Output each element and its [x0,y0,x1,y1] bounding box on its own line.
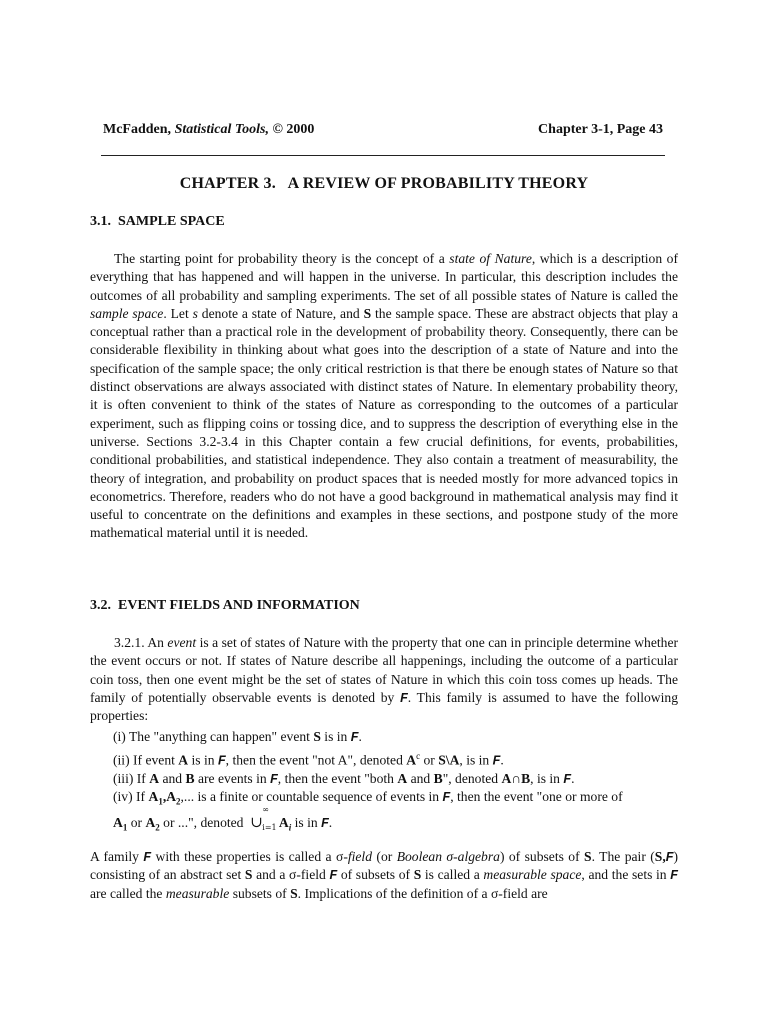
text-run: is in [188,752,218,768]
text-run: the sample space. These are abstract objects that play a conceptual rather than a practical role in the development of probability theory. Consequently, there can be considerable flexibility in thinking about what goes into the description of a state of Nature and into the specification of the sample space; the only critical restriction is that there be enough states of Nature so that distinct observations are always associated with distinct states of Nature. In elementary probability theory, it is often convenient to think of the states of Nature as corresponding to the outcomes of a particular experiment, such as flipping coins or tossing dice, and to suppress the description of everything else in the universe. Sections 3.2-3.4 in this Chapter contain a few crucial definitions, for events, probabilities, conditional probabilities, and statistical independence. They also contain a treatment of measurability, the theory of integration, and probability on product spaces that is needed mostly for more advanced topics in econometrics. Therefore, readers who do not have a good background in mathematical analysis may find it useful to concentrate on the definitions and examples in these sections, and postpone study of the more mathematical material until it is needed. [90,305,678,541]
union-upper-limit: ∞ [262,805,269,814]
union-operator [250,805,277,832]
section-heading-sample-space: 3.1. SAMPLE SPACE [90,214,225,229]
header-left [103,122,314,138]
italic-term: event [167,635,197,650]
field-symbol: F [321,816,329,830]
union-symbol: ∪ [250,813,263,831]
text-run: , is in [530,770,564,786]
italic-term: measurable [165,885,230,901]
property-item-4-continued [113,805,333,833]
text-run: . Let [163,305,193,321]
italic-term: field [347,849,373,864]
field-symbol: F [400,690,408,705]
header-book-title: Statistical Tools, [174,122,269,137]
text-run: (ii) If event [113,752,179,768]
italic-term: sample space [90,305,164,321]
text-run: , then the event "one or more of [450,789,623,805]
paragraph-sigma-field [90,848,678,903]
bold-symbol: A [272,815,289,830]
text-run: , is in [459,752,493,768]
text-run: . This family is assumed to have the following properties: [90,689,678,724]
text-run: denote a state of Nature, and [197,305,364,321]
bold-symbol: S [363,305,372,321]
text-run: (or [372,849,397,864]
text-run: ) of subsets of [499,849,585,864]
text-run: . [358,729,362,744]
text-run: is in [291,815,322,830]
field-symbol: F [563,771,572,786]
property-item-2 [113,747,678,770]
bold-symbol: A [149,770,160,786]
text-run: ,... is a finite or countable sequence of events in [180,789,443,805]
header-copyright: © 2000 [272,122,315,137]
field-symbol: F [217,753,226,768]
bold-symbol: B [185,770,195,786]
text-run: . [571,770,575,786]
bold-symbol: S [413,867,422,883]
bold-symbol: B [433,770,443,786]
field-symbol: F [670,868,678,883]
text-run: is in [320,729,351,744]
bold-symbol: ,A [162,789,177,805]
paragraph-events [90,634,678,725]
text-run: and a σ-field [252,867,330,883]
running-header [103,122,663,138]
text-run: (iii) If [113,770,150,786]
text-run: ) consisting of an abstract set [90,849,678,883]
text-run: (iv) If [113,789,149,805]
bold-symbol: A [113,815,123,830]
section-heading-event-fields: 3.2. EVENT FIELDS AND INFORMATION [90,598,360,613]
text-run: , then the event "both [277,770,398,786]
italic-symbol: s [192,305,198,321]
bold-symbol: A∩B [501,770,531,786]
text-run: are called the [90,885,166,901]
header-divider [101,155,665,156]
subscript: 2 [176,797,181,808]
subscript: 1 [158,797,163,808]
subscript: 2 [155,822,160,833]
bold-symbol: A [178,752,189,768]
field-symbol: F [442,790,451,805]
italic-term: measurable space [483,867,582,883]
property-item-4 [113,788,678,811]
text-run: or ...", denoted [159,815,251,830]
text-run: (i) The "anything can happen" event [113,729,314,744]
property-item-1 [113,728,678,747]
subscript: i [288,822,292,833]
field-symbol: F [350,730,359,744]
bold-symbol: A [148,789,159,805]
bold-symbol: A [397,770,408,786]
bold-symbol: S [290,885,298,901]
text-run: , then the event "not A", denoted [225,752,407,768]
text-run: The starting point for probability theory is the concept of a [114,251,450,266]
bold-symbol: S [244,867,253,883]
text-run: is called a [421,867,484,883]
italic-term: Boolean σ-algebra [396,849,500,864]
subscript: 1 [122,822,128,833]
text-run: with these properties is called a σ- [151,849,348,864]
text-run: are events in [194,770,271,786]
text-run: and [159,770,186,786]
text-run: . The pair ( [591,849,655,864]
text-run: 3.2.1. An [114,635,168,650]
header-chapter-page: Chapter 3-1, Page 43 [538,122,663,137]
property-list [113,728,678,812]
bold-symbol: A [406,752,417,768]
bold-symbol: A [145,815,156,830]
field-symbol: F [270,771,278,786]
field-symbol: F [492,753,501,768]
italic-term: state of Nature [449,251,532,266]
text-run: of subsets of [337,867,414,883]
bold-symbol: S\A [438,752,460,768]
text-run: is a set of states of Nature with the property that one can in principle determine whether the event occurs or not. If states of Nature describe all happenings, including the outcome of a particular coin toss, then one event might be the set of states of Nature in which this coin toss comes up heads. The family of potentially observable events is denoted by [90,635,679,705]
text-run: or [127,815,146,830]
bold-symbol: S, [654,849,666,864]
text-run: . Implications of the definition of a σ-field are [297,885,548,901]
text-run: . [328,815,333,830]
text-run: , which is a description of everything that has happened and will happen in the universe. In particular, this description includes the outcomes of all probability and sampling experiments. The set of all possible states of Nature is called the [90,251,678,303]
text-run: ", denoted [442,770,502,786]
text-run: . [500,752,504,768]
text-run: A family [90,849,144,864]
field-symbol: F [329,868,338,883]
bold-symbol: S [313,729,321,744]
bold-symbol: S [584,849,592,864]
text-run: or [420,752,439,768]
field-symbol: F [665,850,674,864]
text-run: subsets of [229,885,291,901]
text-run: and [407,770,434,786]
property-item-3 [113,770,678,789]
field-symbol: F [143,850,152,864]
paragraph-sample-space [90,250,678,543]
superscript: c [416,750,421,761]
union-lower-limit: i=1 [262,823,277,832]
text-run: , and the sets in [581,867,671,883]
header-author: McFadden, [103,122,172,137]
chapter-title: CHAPTER 3. A REVIEW OF PROBABILITY THEORY [179,175,589,192]
